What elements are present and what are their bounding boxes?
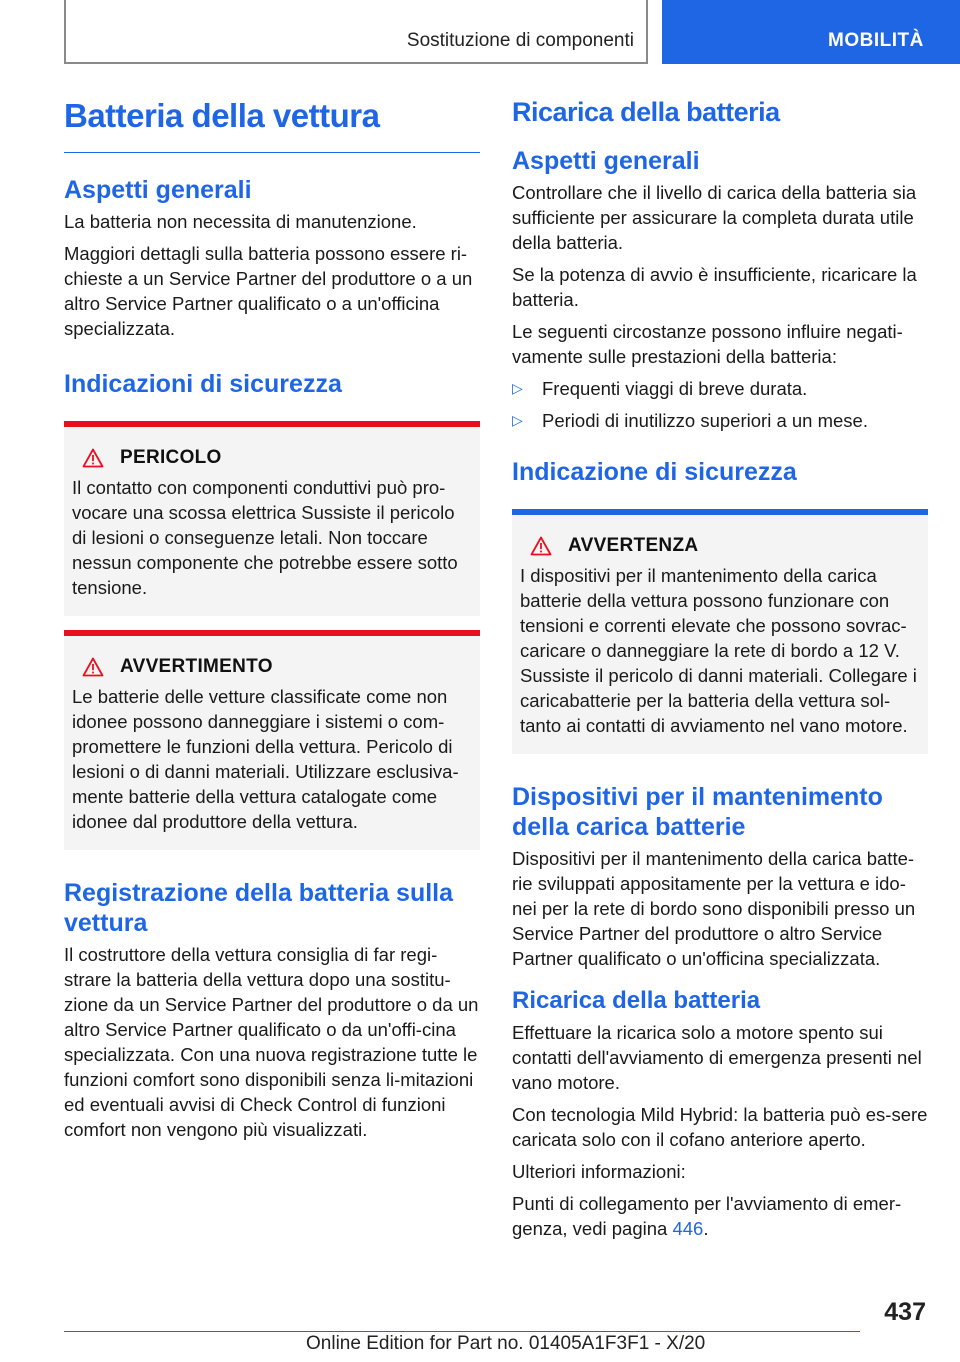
section-title: Ricarica della batteria <box>512 97 780 127</box>
paragraph: Ulteriori informazioni: <box>512 1161 686 1183</box>
paragraph: Maggiori dettagli sulla batteria possono essere ri-chieste a un Service Partner del produttore o a un altro Service Partner qualificato o a un'officina specializzata. <box>64 242 473 339</box>
warning-triangle-icon <box>82 657 104 677</box>
general-heading: Aspetti generali <box>64 175 252 204</box>
warning-text: Le batterie delle vetture classificate come non idonee possono danneggiare i sistemi o com-promettere le funzioni della vettura. Pericolo di lesioni o di danni materiali. Utilizzare esclusiva-mente batterie della vettura catalogate come idonee dal produttore della vettura. <box>72 685 459 832</box>
danger-text: Il contatto con componenti conduttivi può pro-vocare una scossa elettrica Sussiste il pericolo di lesioni o conseguenze letali. Non toccare nessun componente che potrebbe essere sotto tensione. <box>72 476 458 598</box>
right-column <box>512 96 928 1248</box>
paragraph: Con tecnologia Mild Hybrid: la batteria può es-sere caricata solo con il cofano anteriore aperto. <box>512 1104 928 1151</box>
safety-heading: Indicazione di sicurezza <box>512 458 797 487</box>
charging-heading: Ricarica della batteria <box>512 987 761 1015</box>
paragraph: Il costruttore della vettura consiglia di far regi-strare la batteria della vettura dopo una sostitu-zione da un Service Partner del produttore o da un altro Service Partner qualificato o da un'offi-cina specializzata. Con una nuova registrazione tutte le funzioni comfort sono disponibili senza li-mitazioni ed eventuali avvisi di Check Control di funzioni comfort non vengono più visualizzati. <box>64 943 479 1140</box>
warning-triangle-icon <box>82 448 104 468</box>
caution-text: I dispositivi per il mantenimento della carica batterie della vettura possono funzionare con tensioni e correnti elevate che possono sovrac-caricare o danneggiare la rete di bordo a 12 V. Sussiste il pericolo di danni materiali. Collegare i caricabatterie per la batteria della vettura sol-tanto ai contatti di avviamento nel vano motore. <box>520 565 917 737</box>
paragraph: Se la potenza di avvio è insufficiente, ricaricare la batteria. <box>512 264 917 311</box>
bullet-triangle-icon: ▷ <box>512 412 523 429</box>
paragraph: Le seguenti circostanze possono influire negati-vamente sulle prestazioni della batteria: <box>512 321 903 368</box>
bullet-triangle-icon: ▷ <box>512 380 523 397</box>
paragraph: Controllare che il livello di carica della batteria sia sufficiente per assicurare la completa durata utile della batteria. <box>512 182 917 254</box>
warning-box <box>64 630 480 850</box>
footer-edition: Online Edition for Part no. 01405A1F3F1 - X/20 <box>306 1333 706 1354</box>
page-title: Batteria della vettura <box>64 96 480 153</box>
paragraph: Dispositivi per il mantenimento della carica batte-rie sviluppati appositamente per la vettura e ido-nei per la rete di bordo sono disponibili presso un Service Partner del produttore o altro Service Partner qualificato o un'officina specializzata. <box>512 848 916 970</box>
paragraph: Punti di collegamento per l'avviamento di emer-genza, vedi pagina 446. <box>512 1193 902 1240</box>
safety-heading: Indicazioni di sicurezza <box>64 369 342 398</box>
page-number: 437 <box>884 1298 926 1326</box>
header-chapter-tab: MOBILITÀ <box>662 0 960 64</box>
general-heading: Aspetti generali <box>512 147 700 176</box>
page-reference-link[interactable]: 446 <box>672 1218 704 1240</box>
footer-divider <box>64 1331 860 1332</box>
danger-title: PERICOLO <box>120 446 222 468</box>
header-section-title: Sostituzione di componenti <box>64 0 648 64</box>
paragraph: La batteria non necessita di manutenzione. <box>64 210 417 232</box>
caution-title: AVVERTENZA <box>568 535 699 557</box>
list-item: ▷ Periodi di inutilizzo superiori a un mese. <box>512 410 868 432</box>
paragraph: Effettuare la ricarica solo a motore spento sui contatti dell'avviamento di emergenza presenti nel vano motore. <box>512 1022 922 1094</box>
registration-heading: Registrazione della batteria sulla vettura <box>64 878 454 937</box>
devices-heading: Dispositivi per il mantenimento della carica batterie <box>512 783 883 842</box>
warning-title: AVVERTIMENTO <box>120 655 273 677</box>
danger-box <box>64 421 480 616</box>
list-item: ▷ Frequenti viaggi di breve durata. <box>512 378 808 400</box>
left-column <box>64 96 480 1149</box>
caution-box <box>512 509 928 754</box>
warning-triangle-icon <box>530 536 552 556</box>
bullet-list <box>512 376 928 433</box>
